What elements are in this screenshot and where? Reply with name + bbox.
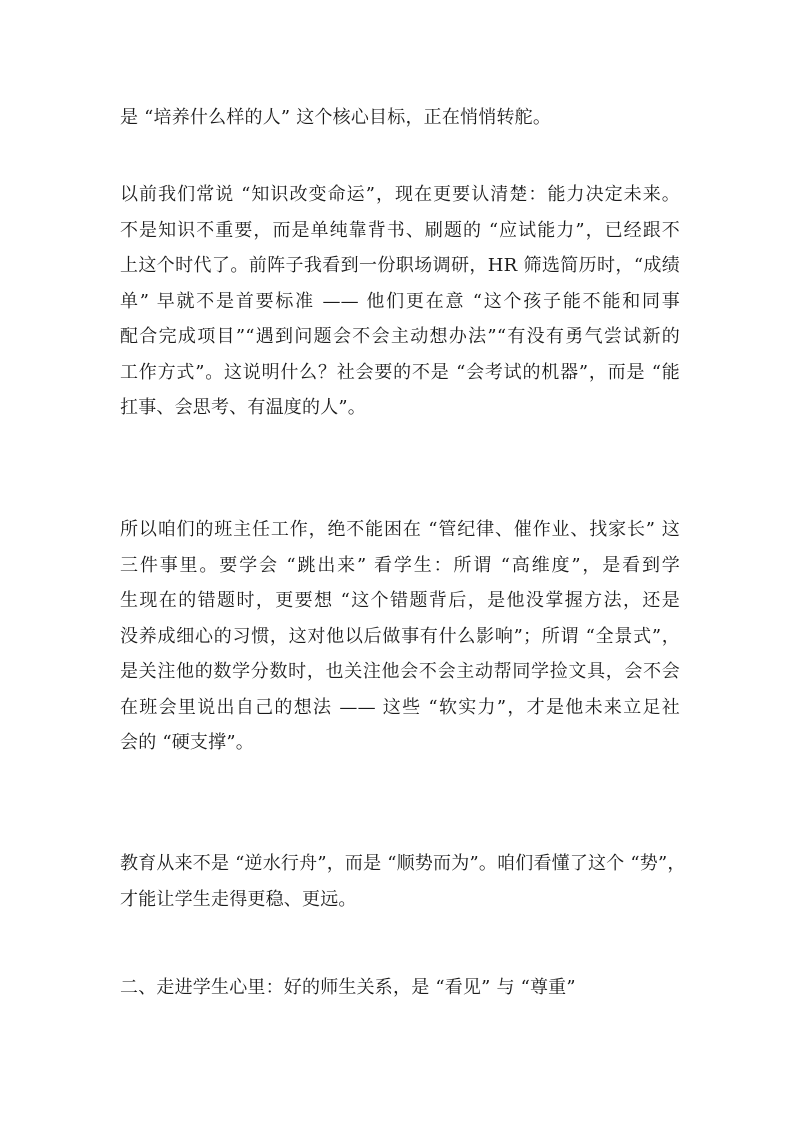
text-line: 以前我们常说 “知识改变命运”，现在更要认清楚：能力决定未来。	[120, 184, 680, 205]
text-line: 工作方式”。这说明什么？社会要的不是 “会考试的机器”，而是 “能	[120, 361, 680, 383]
text-line: 上这个时代了。前阵子我看到一份职场调研，HR 筛选简历时，“成绩	[120, 255, 680, 276]
text-line: 三件事里。要学会 “跳出来” 看学生：所谓 “高维度”，是看到学	[120, 554, 680, 576]
paragraph-follow-the-trend	[120, 846, 686, 917]
text-line: 二、走进学生心里：好的师生关系，是 “看见” 与 “尊重”	[120, 977, 576, 998]
text-line: 是 “培养什么样的人” 这个核心目标，正在悄悄转舵。	[120, 107, 552, 128]
text-line: 才能让学生走得更稳、更远。	[120, 888, 357, 910]
text-line: 教育从来不是 “逆水行舟”，而是 “顺势而为”。咱们看懂了这个 “势”，	[120, 853, 686, 874]
text-line: 没养成细心的习惯，这对他以后做事有什么影响”；所谓 “全景式”，	[120, 625, 680, 647]
text-line: 生现在的错题时，更要想 “这个错题背后，是他没掌握方法，还是	[120, 590, 680, 611]
text-line: 单” 早就不是首要标准 —— 他们更在意 “这个孩子能不能和同事	[120, 290, 680, 312]
paragraph-ability-decides-future	[120, 177, 680, 426]
paragraph-intro-continuation	[120, 100, 680, 136]
text-line: 会的 “硬支撑”。	[120, 732, 254, 753]
text-line: 不是知识不重要，而是单纯靠背书、刷题的 “应试能力”，已经跟不	[120, 219, 680, 241]
text-line: 在班会里说出自己的想法 —— 这些 “软实力”，才是他未来立足社	[120, 696, 680, 718]
text-line: 配合完成项目”“遇到问题会不会主动想办法”“有没有勇气尝试新的	[120, 326, 680, 347]
text-line: 所以咱们的班主任工作，绝不能困在 “管纪律、催作业、找家长” 这	[120, 519, 680, 540]
text-line: 扛事、会思考、有温度的人”。	[120, 397, 367, 418]
text-line: 是关注他的数学分数时，也关注他会不会主动帮同学捡文具，会不会	[120, 661, 680, 682]
paragraph-homeroom-work	[120, 512, 680, 761]
section-heading-teacher-student-relationship	[120, 970, 680, 1006]
